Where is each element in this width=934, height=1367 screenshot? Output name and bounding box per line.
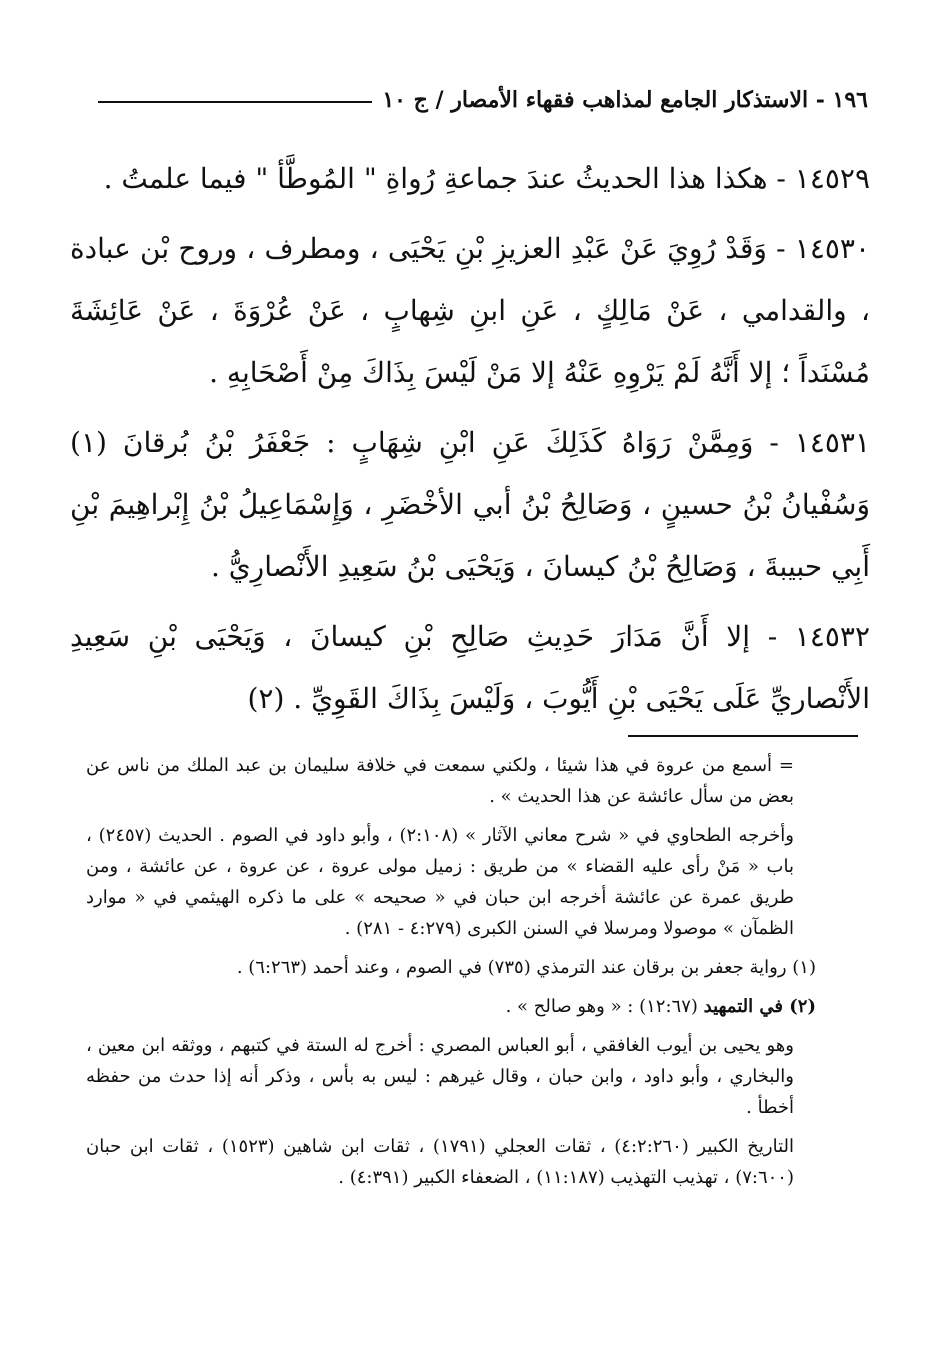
footnote-lead: (٢) في التمهيد bbox=[703, 996, 816, 1017]
paragraph-14531: ١٤٥٣١ - وَمِمَّنْ رَوَاهُ كَذَلِكَ عَنِ ابْنِ شِهَابٍ : جَعْفَرُ بْنُ بُرقانَ (١) وَسُفْيانُ بْنُ حسينٍ ، وَصَالِحُ بْنُ أبي الأخْضَرِ ، وَإِسْمَاعِيلُ بْنُ إِبْراهِيمَ بْنِ أَبِي حبيبةَ ، وَصَالِحُ بْنُ كيسانَ ، وَيَحْيَى بْنُ سَعِيدِ الأَنْصارِيُّ . bbox=[70, 426, 870, 583]
header-rule bbox=[98, 101, 372, 103]
footnote-2-bio bbox=[86, 1030, 816, 1123]
paragraph-14532: ١٤٥٣٢ - إلا أَنَّ مَدَارَ حَدِيثِ صَالِحِ بْنِ كيسانَ ، وَيَحْيَى بْنِ سَعِيدِ الأَنْصاريِّ عَلَى يَحْيَى بْنِ أَيُّوبَ ، وَلَيْسَ بِذَاكَ القَوِيِّ . (٢) bbox=[70, 620, 870, 715]
footnote-1 bbox=[86, 952, 816, 983]
footnote-2 bbox=[86, 991, 816, 1022]
header-title: ١٩٦ - الاستذكار الجامع لمذاهب فقهاء الأمصار / ج ١٠ bbox=[382, 87, 868, 113]
footnote-continuation bbox=[86, 750, 816, 812]
footnote-text: (١٢:٦٧) : « وهو صالح » . bbox=[505, 996, 704, 1017]
footnote-text: التاريخ الكبير (٤:٢:٢٦٠) ، ثقات العجلي (١٧٩١) ، ثقات ابن شاهين (١٥٢٣) ، ثقات ابن حبان (٧:٦٠٠) ، تهذيب التهذيب (١١:١٨٧) ، الضعفاء الكبير (٤:٣٩١) . bbox=[86, 1136, 794, 1188]
footnote-separator bbox=[628, 735, 858, 737]
running-header bbox=[98, 82, 868, 118]
footnote-text: = أسمع من عروة في هذا شيئا ، ولكني سمعت في خلافة سليمان بن عبد الملك من ناس عن بعض من سأل عائشة عن هذا الحديث » . bbox=[86, 755, 794, 807]
main-text bbox=[70, 148, 870, 738]
paragraph-14530: ١٤٥٣٠ - وَقَدْ رُوِيَ عَنْ عَبْدِ العزيزِ بْنِ يَحْيَى ، ومطرف ، وروح بْن عبادة ، والقدامي ، عَنْ مَالِكٍ ، عَنِ ابنِ شِهابٍ ، عَنْ عُرْوَةَ ، عَنْ عَائِشَةَ مُسْنَداً ؛ إلا أَنَّهُ لَمْ يَرْوِهِ عَنْهُ إلا مَنْ لَيْسَ بِذَاكَ مِنْ أَصْحَابِهِ . bbox=[70, 232, 870, 389]
footnote-text: (١) رواية جعفر بن برقان عند الترمذي (٧٣٥) في الصوم ، وعند أحمد (٦:٢٦٣) . bbox=[236, 957, 816, 978]
footnote-2-sources bbox=[86, 1131, 816, 1193]
paragraph-14529: ١٤٥٢٩ - هكذا هذا الحديثُ عندَ جماعةِ رُواةِ " المُوطَّأ " فيما علمتُ . bbox=[103, 162, 870, 195]
footnotes bbox=[86, 750, 816, 1201]
footnote-text: وأخرجه الطحاوي في « شرح معاني الآثار » (٢:١٠٨) ، وأبو داود في الصوم . الحديث (٢٤٥٧) ، باب « مَنْ رأى عليه القضاء » من طريق : زميل مولى عروة ، عن عروة ، عن عائشة ، ومن طريق عمرة عن عائشة أخرجه ابن حبان في « صحيحه » على ما ذكره الهيثمي في « موارد الظمآن » موصولا ومرسلا في السنن الكبرى (٤:٢٧٩ - ٢٨١) . bbox=[86, 825, 794, 939]
footnote-text: وهو يحيى بن أيوب الغافقي ، أبو العباس المصري : أخرج له الستة في كتبهم ، ووثقه ابن معين ، والبخاري ، وأبو داود ، وابن حبان ، وقال غيرهم : ليس به بأس ، وذكر أنه إذا حدث من حفظه أخطأ . bbox=[86, 1035, 794, 1118]
footnote-takhrij bbox=[86, 820, 816, 944]
